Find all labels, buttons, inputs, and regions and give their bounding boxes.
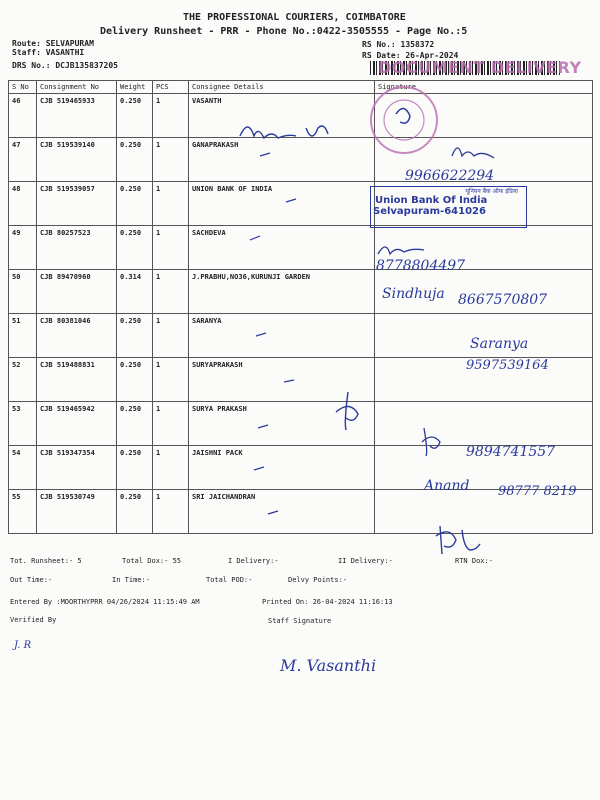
printed-on: Printed On: 26-04-2024 11:16:13 [262, 598, 393, 606]
bank-stamp-branch: Selvapuram-641026 [373, 206, 486, 217]
cell-pcs: 1 [153, 490, 189, 534]
cell-consignment: CJB 89470960 [37, 270, 117, 314]
cell-consignee: SACHDEVA [189, 226, 375, 270]
cell-pcs: 1 [153, 226, 189, 270]
cell-pcs: 1 [153, 314, 189, 358]
cell-weight: 0.250 [117, 402, 153, 446]
cell-weight: 0.250 [117, 138, 153, 182]
tick-marks [246, 150, 306, 570]
ii-delivery: II Delivery:- [338, 557, 393, 565]
cell-consignment: CJB 519347354 [37, 446, 117, 490]
signature-55 [434, 520, 484, 560]
signature-54: Anand [424, 478, 470, 494]
phone-51: 9597539164 [466, 358, 549, 373]
cell-consignment: CJB 80257523 [37, 226, 117, 270]
cell-weight: 0.250 [117, 226, 153, 270]
cell-sno: 51 [9, 314, 37, 358]
cell-pcs: 1 [153, 94, 189, 138]
rs-number: RS No.: 1358372 [362, 40, 435, 49]
cell-sno: 49 [9, 226, 37, 270]
cell-consignee: GANAPRAKASH [189, 138, 375, 182]
total-pod: Total POD:- [206, 576, 253, 584]
cell-consignment: CJB 519530749 [37, 490, 117, 534]
cell-signature [375, 402, 593, 446]
phone-54: 9894741557 [466, 444, 556, 460]
cell-consignee: VASANTH [189, 94, 375, 138]
cell-consignment: CJB 519465933 [37, 94, 117, 138]
bank-stamp-hindi: यूनियन बैंक ऑफ इंडिया [465, 188, 518, 195]
cell-sno: 50 [9, 270, 37, 314]
staff-signature-label: Staff Signature [268, 617, 332, 625]
bank-stamp-name: Union Bank Of India [375, 195, 488, 206]
staff-label: Staff: VASANTHI [12, 48, 85, 57]
cell-sno: 47 [9, 138, 37, 182]
cell-consignee: SURYAPRAKASH [189, 358, 375, 402]
cell-weight: 0.250 [117, 446, 153, 490]
name-51: Saranya [470, 336, 529, 352]
verified-signature: J. R [14, 640, 32, 651]
phone-55: 98777 8219 [498, 484, 577, 499]
company-seal [368, 84, 440, 156]
union-bank-stamp [370, 186, 527, 228]
cell-sno: 54 [9, 446, 37, 490]
cell-consignee: SURYA PRAKASH [189, 402, 375, 446]
cell-sno: 53 [9, 402, 37, 446]
cell-consignee: UNION BANK OF INDIA [189, 182, 375, 226]
cell-consignee: SARANYA [189, 314, 375, 358]
runsheet-subtitle: Delivery Runsheet - PRR - Phone No.:0422-3505555 - Page No.:5 [100, 26, 468, 37]
cell-weight: 0.314 [117, 270, 153, 314]
delvy-points: Delvy Points:- [288, 576, 348, 584]
tot-runsheet: Tot. Runsheet:- 5 [10, 557, 82, 565]
col-consignee: Consignee Details [189, 81, 375, 94]
company-title: THE PROFESSIONAL COURIERS, COIMBATORE [183, 12, 406, 23]
verified-by: Verified By [10, 616, 57, 624]
col-sno: S No [9, 81, 37, 94]
in-time: In Time:- [112, 576, 150, 584]
cell-pcs: 1 [153, 182, 189, 226]
cell-consignment: CJB 519539057 [37, 182, 117, 226]
cell-consignment: CJB 80381046 [37, 314, 117, 358]
entered-by: Entered By :MOORTHYPRR 04/26/2024 11:15:49 AM [10, 598, 200, 606]
cell-consignment: CJB 519539140 [37, 138, 117, 182]
cell-consignee: J.PRABHU,NO36,KURUNJI GARDEN [189, 270, 375, 314]
rtn-dox: RTN Dox:- [455, 557, 493, 565]
cell-consignment: CJB 519465942 [37, 402, 117, 446]
route-label: Route: SELVAPURAM [12, 39, 94, 48]
col-pcs: PCS [153, 81, 189, 94]
phone-49: 8778804497 [376, 258, 466, 274]
total-dox: Total Dox:- 55 [122, 557, 182, 565]
signature-46 [236, 116, 346, 146]
signature-54a [418, 424, 448, 458]
col-weight: Weight [117, 81, 153, 94]
signature-53 [328, 388, 378, 434]
out-time: Out Time:- [10, 576, 53, 584]
cell-weight: 0.250 [117, 94, 153, 138]
document-delivery-stamp: DOCUMENT DELIVERY [378, 58, 582, 77]
cell-sno: 55 [9, 490, 37, 534]
drs-label: DRS No.: DCJB135837205 [12, 61, 118, 70]
cell-sno: 46 [9, 94, 37, 138]
cell-weight: 0.250 [117, 490, 153, 534]
cell-consignee: SRI JAICHANDRAN [189, 490, 375, 534]
col-signature: Signature [375, 81, 593, 94]
table-header-row [9, 81, 593, 94]
signature-47 [448, 136, 498, 164]
cell-consignee: JAISHNI PACK [189, 446, 375, 490]
cell-pcs: 1 [153, 358, 189, 402]
cell-weight: 0.250 [117, 314, 153, 358]
cell-sno: 52 [9, 358, 37, 402]
name-50: Sindhuja [382, 286, 445, 302]
cell-pcs: 1 [153, 138, 189, 182]
cell-sno: 48 [9, 182, 37, 226]
i-delivery: I Delivery:- [228, 557, 279, 565]
rs-date: RS Date: 26-Apr-2024 [362, 51, 459, 60]
cell-weight: 0.250 [117, 182, 153, 226]
staff-signature: M. Vasanthi [280, 656, 377, 675]
phone-47: 9966622294 [405, 168, 495, 184]
phone-50: 8667570807 [458, 292, 548, 308]
cell-consignment: CJB 519488831 [37, 358, 117, 402]
cell-weight: 0.250 [117, 358, 153, 402]
cell-pcs: 1 [153, 446, 189, 490]
col-consignment: Consignment No [37, 81, 117, 94]
cell-pcs: 1 [153, 270, 189, 314]
cell-pcs: 1 [153, 402, 189, 446]
signature-49 [376, 240, 436, 260]
